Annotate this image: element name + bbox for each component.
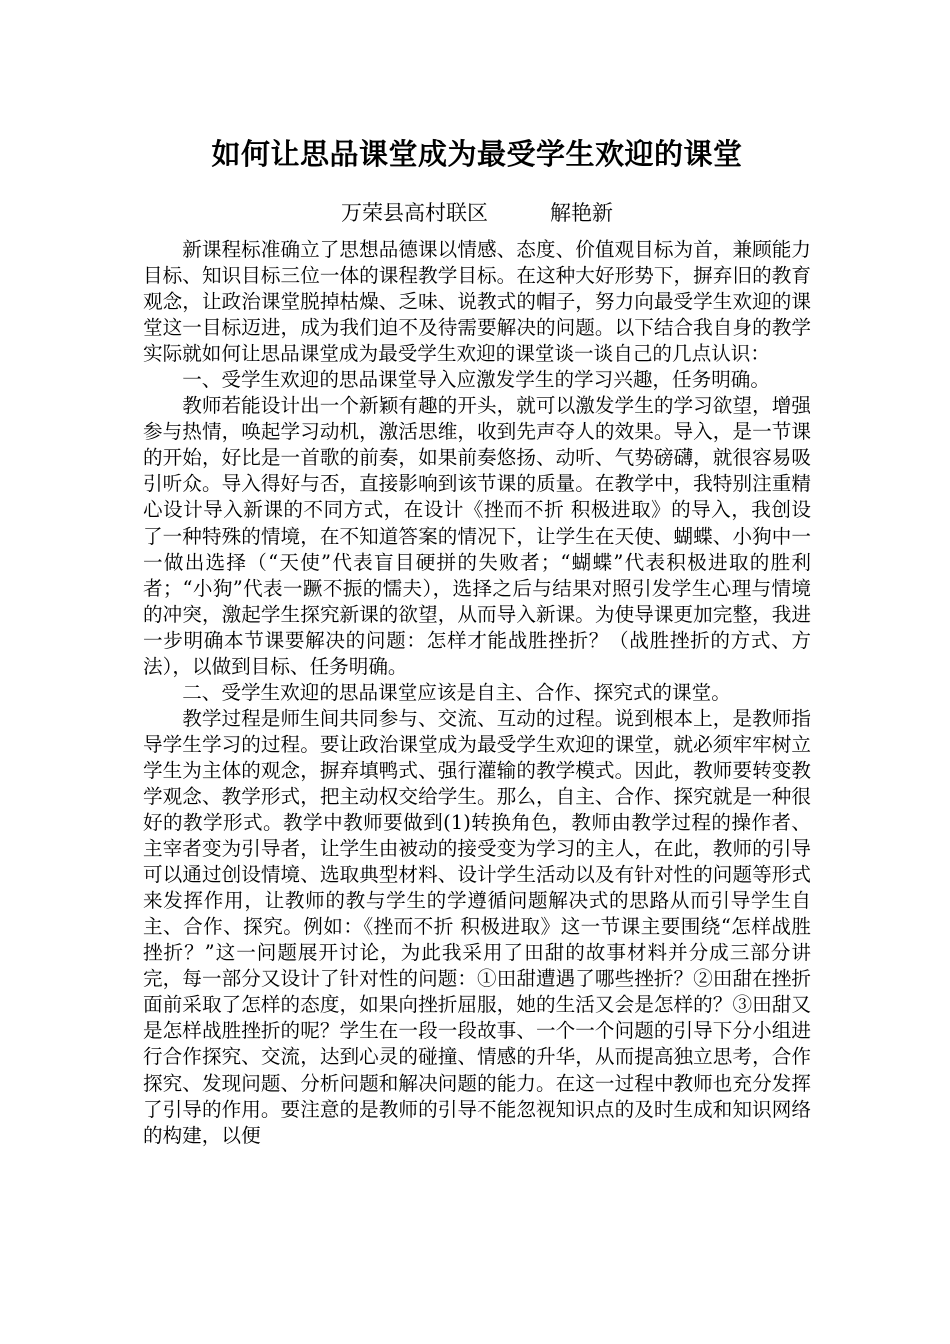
section-heading-2: 二、受学生欢迎的思品课堂应该是自主、合作、探究式的课堂。 — [182, 680, 731, 704]
document-page — [143, 128, 811, 1149]
author-unit: 万荣县高村联区 — [341, 201, 488, 225]
section-heading-1: 一、受学生欢迎的思品课堂导入应激发学生的学习兴趣，任务明确。 — [182, 368, 770, 392]
paragraph-intro: 新课程标准确立了思想品德课以情感、态度、价值观目标为首，兼顾能力目标、知识目标三位一体的课程教学目标。在这种大好形势下，摒弃旧的教育观念，让政治课堂脱掉枯燥、乏味、说教式的帽子，努力向最受学生欢迎的课堂这一目标迈进，成为我们迫不及待需要解决的问题。以下结合我自身的教学实际就如何让思品课堂成为最受学生欢迎的课堂谈一谈自己的几点认识： — [143, 238, 811, 366]
document-title: 如何让思品课堂成为最受学生欢迎的课堂 — [211, 137, 743, 171]
author-byline — [143, 197, 811, 227]
author-name: 解艳新 — [550, 201, 613, 225]
paragraph-section-2: 教学过程是师生间共同参与、交流、互动的过程。说到根本上，是教师指导学生学习的过程。要让政治课堂成为最受学生欢迎的课堂，就必须牢牢树立学生为主体的观念，摒弃填鸭式、强行灌输的教学模式。因此，教师要转变教学观念、教学形式，把主动权交给学生。那么，自主、合作、探究就是一种很好的教学形式。教学中教师要做到(1)转换角色，教师由教学过程的操作者、主宰者变为引导者，让学生由被动的接受变为学习的主人，在此，教师的引导可以通过创设情境、选取典型材料、设计学生活动以及有针对性的问题等形式来发挥作用，让教师的教与学生的学遵循问题解决式的思路从而引导学生自主、合作、探究。例如：《挫而不折 积极进取》这一节课主要围绕“怎样战胜挫折？”这一问题展开讨论，为此我采用了田甜的故事材料并分成三部分讲完，每一部分又设计了针对性的问题：①田甜遭遇了哪些挫折？②田甜在挫折面前采取了怎样的态度，如果向挫折屈服，她的生活又会是怎样的？③田甜又是怎样战胜挫折的呢？学生在一段一段故事、一个一个问题的引导下分小组进行合作探究、交流，达到心灵的碰撞、情感的升华，从而提高独立思考，合作探究、发现问题、分析问题和解决问题的能力。在这一过程中教师也充分发挥了引导的作用。要注意的是教师的引导不能忽视知识点的及时生成和知识网络的构建，以便 — [143, 706, 811, 1147]
paragraph-section-1: 教师若能设计出一个新颖有趣的开头，就可以激发学生的学习欲望，增强参与热情，唤起学习动机，激活思维，收到先声夺人的效果。导入，是一节课的开始，好比是一首歌的前奏，如果前奏悠扬、动听、气势磅礴，就很容易吸引听众。导入得好与否，直接影响到该节课的质量。在教学中，我特别注重精心设计导入新课的不同方式，在设计《挫而不折 积极进取》的导入，我创设了一种特殊的情境，在不知道答案的情况下，让学生在天使、蝴蝶、小狗中一一做出选择（“天使”代表盲目硬拼的失败者；“蝴蝶”代表积极进取的胜利者；“小狗”代表一蹶不振的懦夫），选择之后与结果对照引发学生心理与情境的冲突，激起学生探究新课的欲望，从而导入新课。为使导课更加完整，我进一步明确本节课要解决的问题：怎样才能战胜挫折？（战胜挫折的方式、方法），以做到目标、任务明确。 — [143, 394, 811, 678]
